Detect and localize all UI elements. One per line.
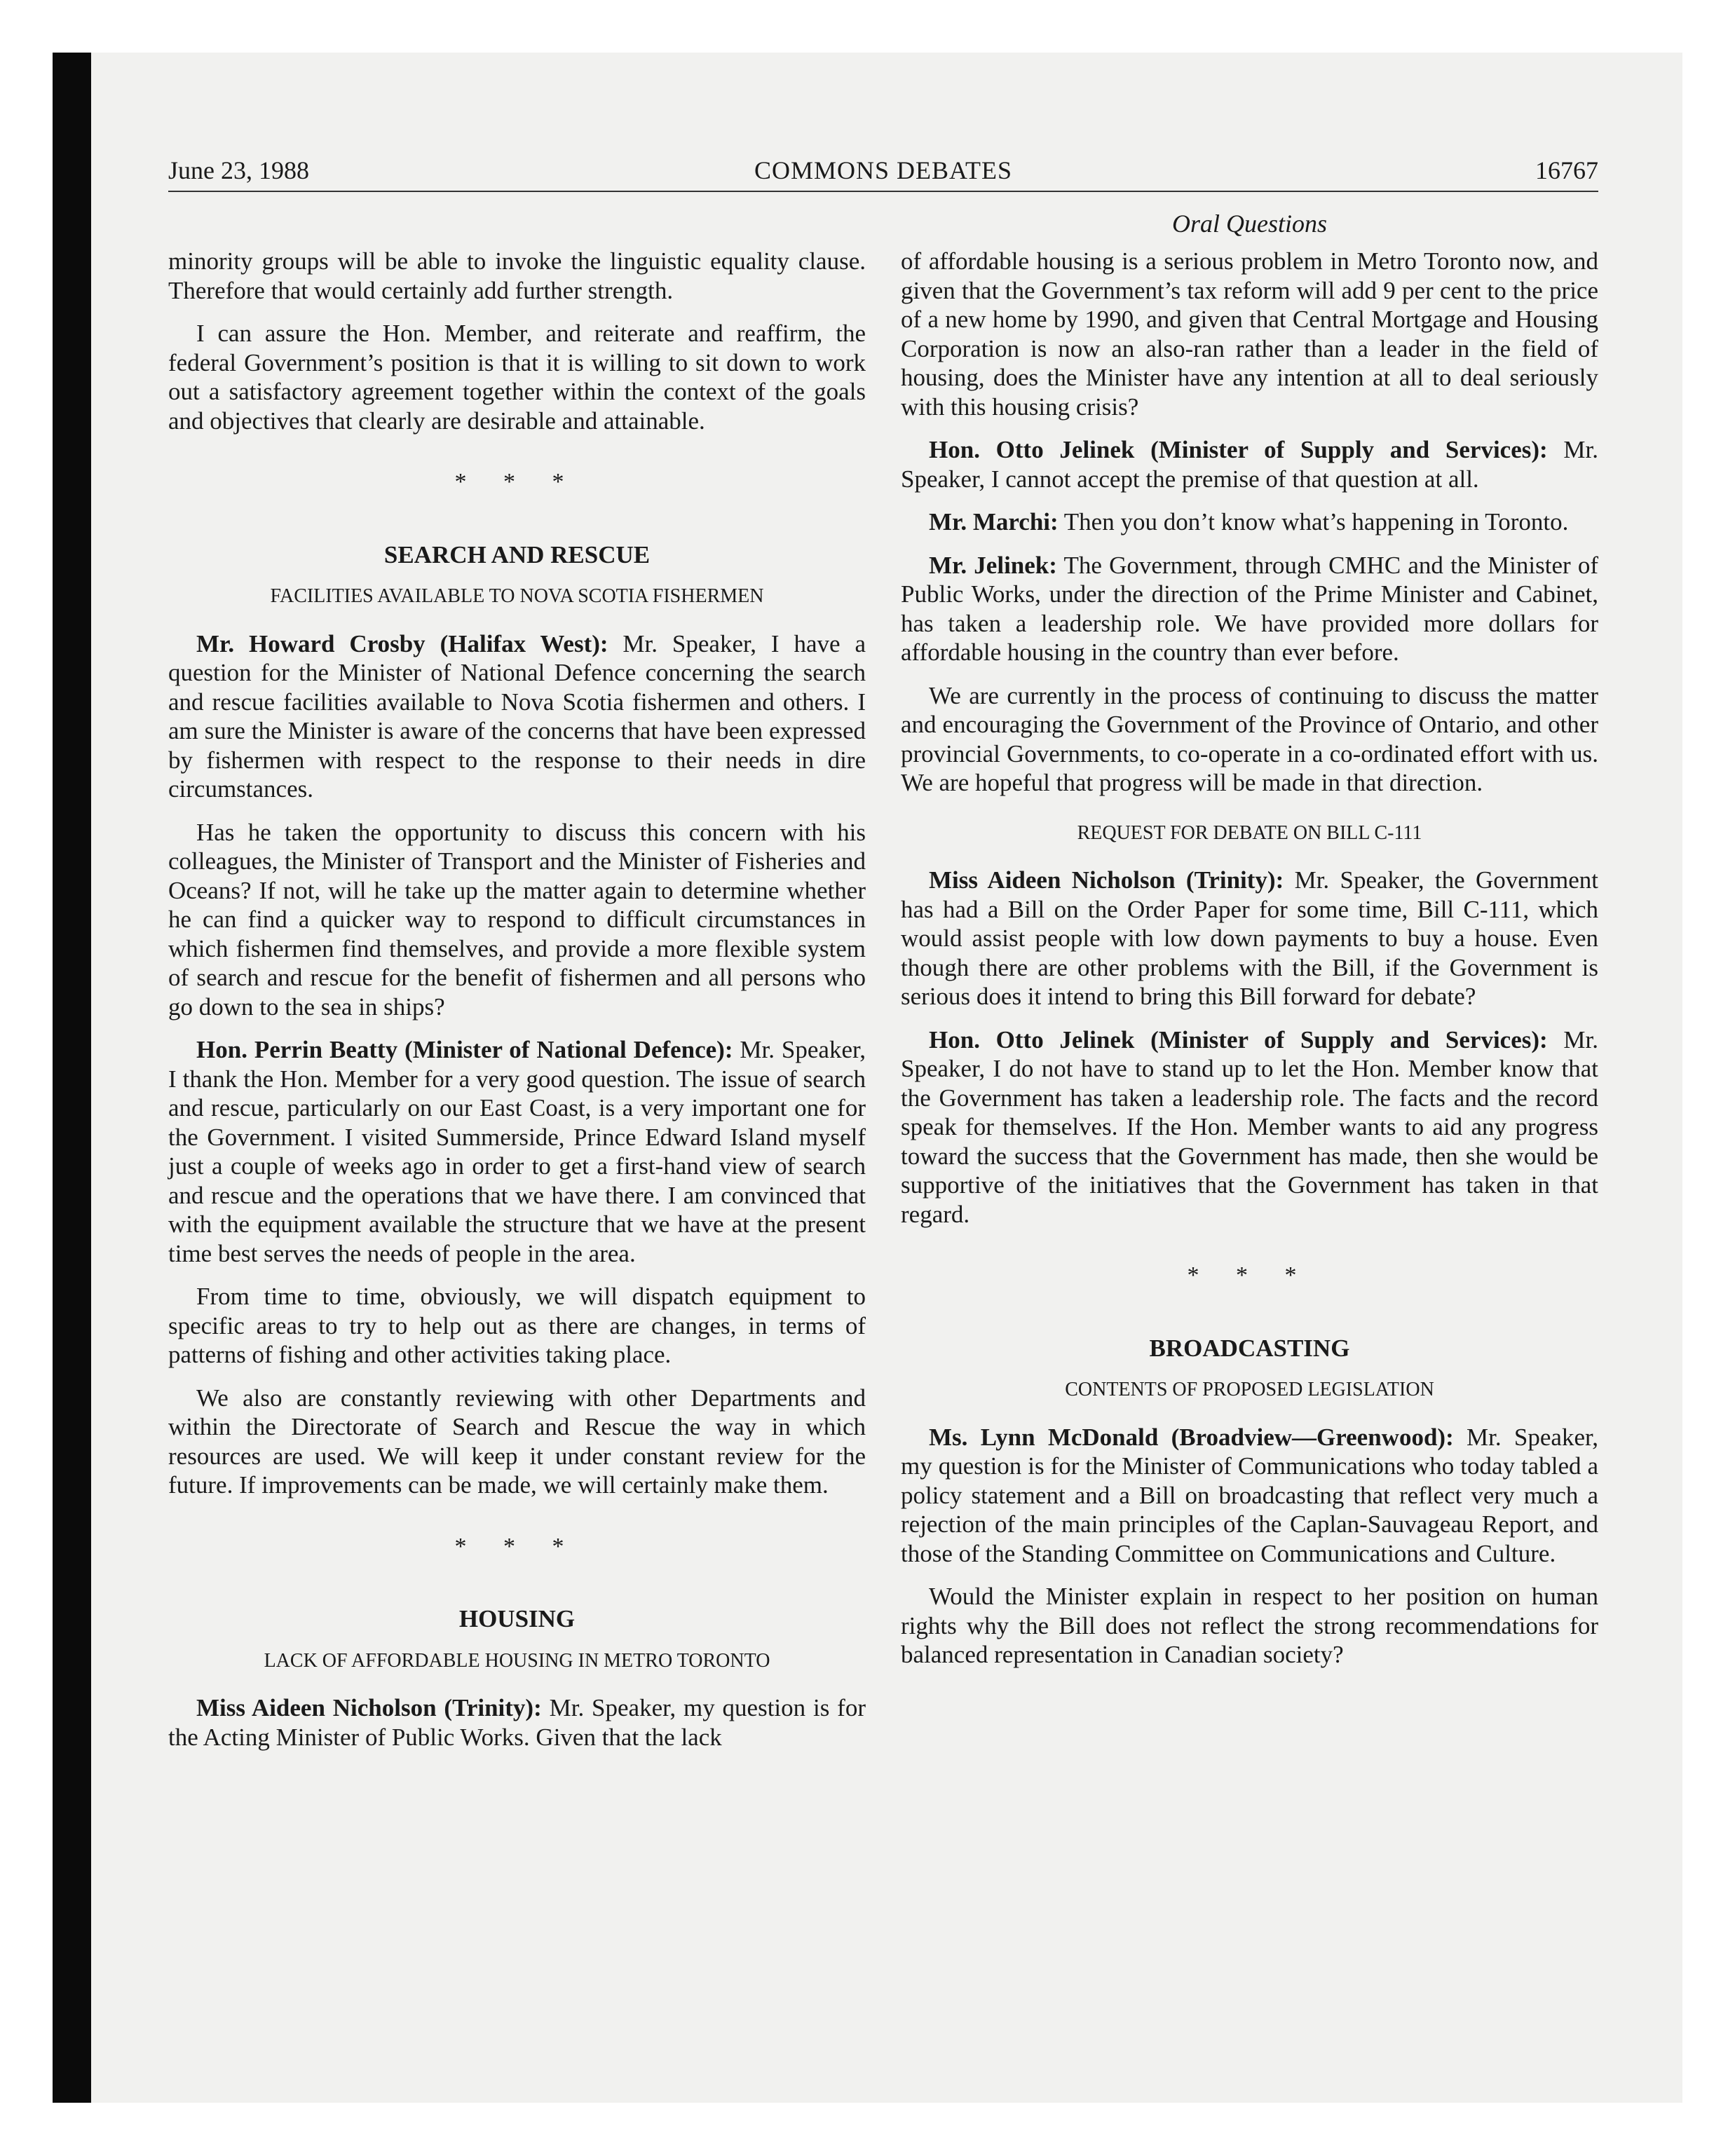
paragraph: We are currently in the process of continuing to discuss the matter and encouraging the Government of the Province of Ontario, and other provincial Governments, to co-operate in a co-ordinated effort with us. We are hopeful that progress will be made in that direction. xyxy=(901,681,1598,796)
speaker-name: Mr. Marchi: xyxy=(929,508,1059,535)
paragraph xyxy=(168,1035,866,1268)
section-subheading: REQUEST FOR DEBATE ON BILL C-111 xyxy=(1077,821,1422,844)
paragraph: I can assure the Hon. Member, and reiterate and reaffirm, the federal Government’s position is that it is willing to sit down to work out a satisfactory agreement together within the context of the goals and objectives that clearly are desirable and attainable. xyxy=(168,320,866,435)
speaker-name: Hon. Perrin Beatty (Minister of National Defence): xyxy=(196,1036,733,1063)
speech-text: Mr. Speaker, I do not have to stand up to let the Hon. Member know that the Government has taken a leadership role. The facts and the record speak for themselves. If the Hon. Member wants to aid any progress toward the success that the Government has made, then she would be supportive of the initiatives that the Government has taken in that regard. xyxy=(901,1025,1598,1228)
section-subheading: LACK OF AFFORDABLE HOUSING IN METRO TORONTO xyxy=(264,1649,770,1672)
speaker-name: Mr. Howard Crosby (Halifax West): xyxy=(196,629,608,657)
speech-text: Mr. Speaker, my question is for the Acting Minister of Public Works. Given that the lack xyxy=(168,1694,866,1751)
paragraph xyxy=(901,1423,1598,1569)
paragraph: of affordable housing is a serious problem in Metro Toronto now, and given that the Government’s tax reform will add 9 per cent to the price of a new home by 1990, and given that Central Mortgage and Housing Corporation is now an also-ran rather than a leader in the field of housing, does the Minister have any intention at all to deal seriously with this housing crisis? xyxy=(901,247,1598,421)
section-separator: * * * xyxy=(1187,1262,1312,1288)
paragraph: Has he taken the opportunity to discuss this concern with his colleagues, the Minister of Transport and the Minister of Fisheries and Oceans? If not, will he take up the matter again to determine whether he can find a quicker way to respond to difficult circumstances in which fishermen find themselves, and provide a more flexible system of search and rescue for the benefit of fishermen and all persons who go down to the sea in ships? xyxy=(168,818,866,1021)
speech-text: Mr. Speaker, the Government has had a Bill on the Order Paper for some time, Bill C-111, which would assist people with low down payments to buy a house. Even though there are other problems with the Bill, if the Government is serious does it intend to bring this Bill forward for debate? xyxy=(901,866,1598,1010)
speaker-name: Miss Aideen Nicholson (Trinity): xyxy=(929,866,1284,894)
section-heading: SEARCH AND RESCUE xyxy=(383,540,651,568)
speaker-name: Hon. Otto Jelinek (Minister of Supply and Services): xyxy=(929,1025,1548,1053)
page-header xyxy=(168,156,1598,195)
paragraph xyxy=(901,507,1598,537)
section-separator: * * * xyxy=(454,469,580,495)
section-separator: * * * xyxy=(454,1533,580,1560)
header-rule xyxy=(168,191,1598,192)
speech-text: The Government, through CMHC and the Minister of Public Works, under the direction of the Prime Minister and Cabinet, has taken a leadership role. We have provided more dollars for affordable housing in the country than ever before. xyxy=(901,551,1599,666)
header-page-number: 16767 xyxy=(1535,156,1598,184)
header-date: June 23, 1988 xyxy=(168,156,309,184)
speech-text: Mr. Speaker, I cannot accept the premise of that question at all. xyxy=(901,436,1598,493)
section-heading: BROADCASTING xyxy=(1149,1334,1350,1362)
paragraph: From time to time, obviously, we will dispatch equipment to specific areas to try to help out as there are changes, in terms of patterns of fishing and other activities taking place. xyxy=(168,1283,866,1368)
scan-border xyxy=(53,53,91,2103)
speech-text: Mr. Speaker, I thank the Hon. Member for a very good question. The issue of search and rescue, particularly on our East Coast, is a very important one for the Government. I visited Summerside, Prince Edward Island myself just a couple of weeks ago in order to get a first-hand view of search and rescue and the operations that we have there. I am convinced that with the equipment available the structure that we have at the present time best serves the needs of people in the area. xyxy=(168,1036,866,1267)
paragraph xyxy=(168,629,866,804)
speaker-name: Hon. Otto Jelinek (Minister of Supply and Services): xyxy=(929,436,1548,463)
paragraph xyxy=(168,1693,866,1752)
speech-text: Mr. Speaker, I have a question for the Minister of National Defence concerning the search and rescue facilities available to Nova Scotia fishermen and others. I am sure the Minister is aware of the concerns that have been expressed by fishermen with respect to the response to their needs in dire circumstances. xyxy=(168,629,866,803)
right-column xyxy=(901,247,1598,1684)
speech-text: Mr. Speaker, my question is for the Minister of Communications who today tabled a policy statement and a Bill on broadcasting that reflect very much a rejection of the main principles of the Caplan-Sauvageau Report, and those of the Standing Committee on Communications and Culture. xyxy=(901,1423,1598,1567)
paragraph: We also are constantly reviewing with other Departments and within the Directorate of Search and Rescue the way in which resources are used. We will keep it under constant review for the future. If improvements can be made, we will certainly make them. xyxy=(168,1384,866,1499)
paragraph xyxy=(901,551,1598,667)
paragraph: minority groups will be able to invoke the linguistic equality clause. Therefore that would certainly add further strength. xyxy=(168,247,866,304)
section-subheading: FACILITIES AVAILABLE TO NOVA SCOTIA FISHERMEN xyxy=(270,585,764,607)
section-heading: HOUSING xyxy=(458,1605,576,1632)
speaker-name: Mr. Jelinek: xyxy=(929,551,1057,579)
paragraph xyxy=(901,435,1598,493)
speaker-name: Ms. Lynn McDonald (Broadview—Greenwood): xyxy=(929,1423,1454,1451)
header-title: COMMONS DEBATES xyxy=(754,156,1013,184)
left-column xyxy=(168,247,866,1766)
paragraph xyxy=(901,866,1598,1011)
speech-text: Then you don’t know what’s happening in Toronto. xyxy=(1058,508,1569,535)
paragraph xyxy=(901,1025,1598,1229)
speaker-name: Miss Aideen Nicholson (Trinity): xyxy=(196,1694,542,1721)
paragraph: Would the Minister explain in respect to her position on human rights why the Bill does not reflect the strong recommendations for balanced representation in Canadian society? xyxy=(901,1583,1598,1668)
section-label: Oral Questions xyxy=(1171,210,1327,238)
section-subheading: CONTENTS OF PROPOSED LEGISLATION xyxy=(1065,1379,1434,1400)
